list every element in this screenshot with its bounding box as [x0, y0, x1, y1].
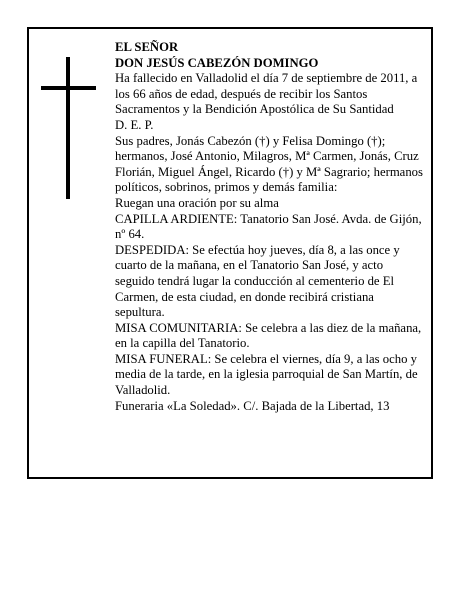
deceased-name: DON JESÚS CABEZÓN DOMINGO — [115, 55, 319, 70]
obituary-notice — [27, 27, 433, 479]
death-announcement: Ha fallecido en Valladolid el día 7 de septiembre de 2011, a los 66 años de edad, después de recibir los Santos Sacramentos y la Bendición Apostólica de Su Santidad — [115, 71, 418, 117]
funeral-home-info: Funeraria «La Soledad». C/. Bajada de la Libertad, 13 — [115, 398, 390, 413]
rip-line: D. E. P. — [115, 117, 154, 132]
farewell-info: DESPEDIDA: Se efectúa hoy jueves, día 8, a las once y cuarto de la mañana, en el Tanatorio San José, y acto seguido tendrá lugar la conducción al cementerio de El Carmen, de esta ciudad, en donde recibirá cristiana sepultura. — [115, 242, 400, 320]
family-list: Sus padres, Jonás Cabezón (†) y Felisa Domingo (†); hermanos, José Antonio, Milagros, Mª Carmen, Jonás, Cruz Florián, Miguel Ángel, Ricardo (†) y Mª Sagrario; hermanos políticos, sobrinos, primos y demás familia: — [115, 133, 423, 195]
cross-vertical-bar — [66, 57, 70, 199]
notice-text — [115, 40, 425, 414]
funeral-mass-info: MISA FUNERAL: Se celebra el viernes, día 9, a las ocho y media de la tarde, en la iglesia parroquial de San Martín, de Valladolid. — [115, 351, 418, 398]
community-mass-info: MISA COMUNITARIA: Se celebra a las diez de la mañana, en la capilla del Tanatorio. — [115, 320, 422, 351]
cross-icon — [41, 57, 96, 199]
chapel-info: CAPILLA ARDIENTE: Tanatorio San José. Avda. de Gijón, nº 64. — [115, 211, 422, 242]
prayer-request: Ruegan una oración por su alma — [115, 195, 279, 210]
honorific: EL SEÑOR — [115, 40, 179, 54]
cross-horizontal-bar — [41, 86, 96, 90]
